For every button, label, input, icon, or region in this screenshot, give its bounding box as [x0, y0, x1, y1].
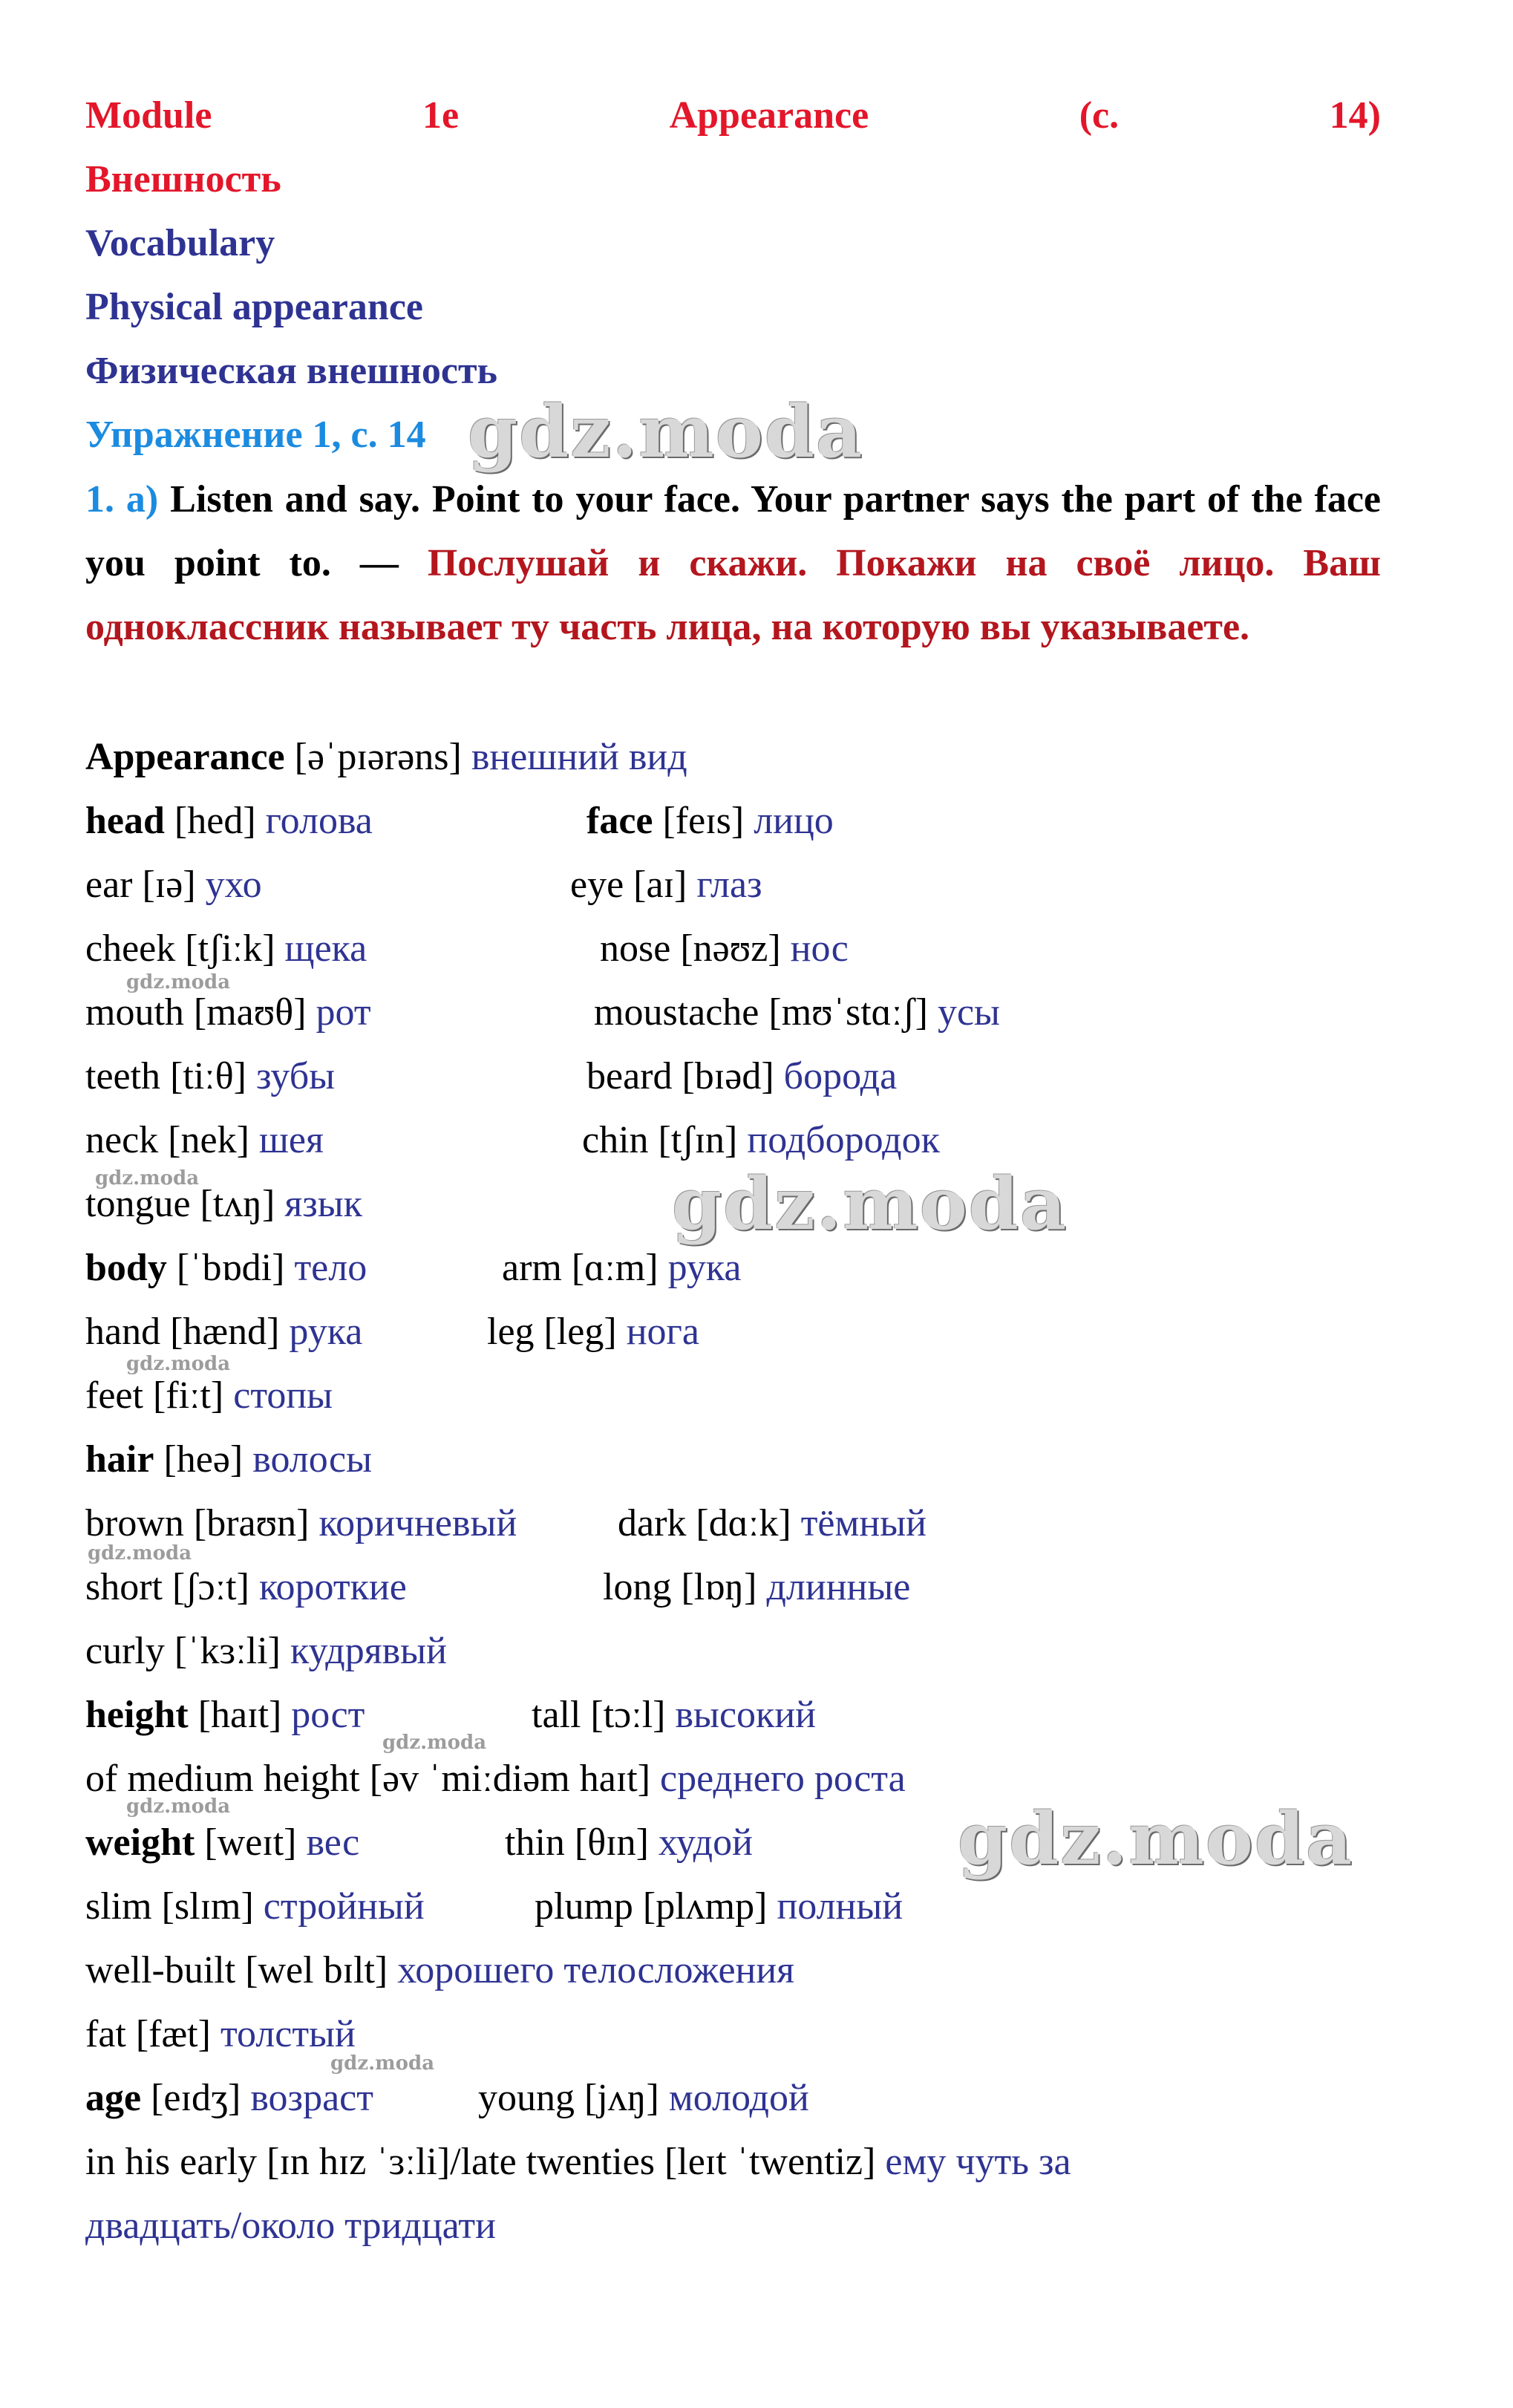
vocab-word: long: [603, 1566, 672, 1608]
watermark: gdz.moda: [88, 1542, 192, 1564]
vocab-word: thin: [505, 1821, 565, 1864]
vocab-transcription: [leg]: [543, 1311, 617, 1353]
vocab-transcription: [dɑːk]: [696, 1502, 791, 1544]
vocab-transcription: [weɪt]: [204, 1821, 297, 1864]
vocab-word: leg: [487, 1311, 535, 1353]
vocab-translation: усы: [937, 991, 1000, 1034]
vocab-word: beard: [586, 1055, 673, 1097]
vocab-transcription: [ɪn hɪz ˈɜːli]/late twenties [leɪt ˈtwentiz]: [267, 2141, 876, 2183]
exercise-label: Упражнение 1, с. 14: [85, 414, 426, 456]
vocab-word: body: [85, 1247, 167, 1289]
vocab-word: plump: [535, 1885, 633, 1928]
vocab-row-col2: [618, 1501, 927, 1546]
vocab-translation: язык: [284, 1183, 363, 1225]
vocab-transcription: [bɪəd]: [682, 1055, 774, 1097]
vocab-row: [85, 799, 373, 844]
module-word: 1e: [422, 94, 460, 137]
module-word: Appearance: [669, 94, 869, 137]
vocab-translation: высокий: [675, 1694, 816, 1736]
vocab-row-col2: [502, 1246, 741, 1291]
vocab-word: tongue: [85, 1183, 191, 1225]
vocab-transcription: [nəʊz]: [680, 927, 781, 970]
vocab-row: [85, 863, 262, 907]
vocab-translation: вес: [306, 1821, 360, 1864]
task-dash: —: [330, 542, 428, 584]
vocab-row: [85, 1821, 359, 1865]
vocab-row: [85, 1246, 367, 1291]
vocab-translation: внешний вид: [471, 736, 687, 778]
watermark: gdz.moda: [672, 1162, 1068, 1246]
vocab-translation: лицо: [754, 800, 834, 842]
vocab-translation: рот: [316, 991, 371, 1034]
vocab-row: [85, 735, 687, 780]
vocab-row-col2: [570, 863, 762, 907]
task-english: Listen and say. Point to your face. Your partner says the part of the face you point to.: [85, 478, 1381, 584]
vocab-word: curly: [85, 1630, 165, 1672]
vocab-translation: борода: [783, 1055, 898, 1097]
vocab-word: head: [85, 800, 165, 842]
vocab-row: [85, 1374, 333, 1418]
vocab-word: short: [85, 1566, 163, 1608]
vocab-word: brown: [85, 1502, 184, 1544]
vocab-translation: ему чуть за: [885, 2141, 1071, 2183]
vocab-word: moustache: [594, 991, 759, 1034]
vocab-transcription: [haɪt]: [197, 1694, 282, 1736]
vocab-row: [85, 1438, 372, 1482]
vocab-translation: длинные: [766, 1566, 911, 1608]
vocab-row: [85, 1629, 447, 1674]
watermark: gdz.moda: [126, 971, 231, 993]
vocab-row: [85, 1118, 324, 1163]
vocab-row-col2: [487, 1310, 699, 1354]
vocab-transcription: [jʌŋ]: [584, 2077, 659, 2119]
vocab-transcription: [tʃiːk]: [185, 927, 275, 970]
vocab-row-continuation: двадцать/около тридцати: [85, 2205, 496, 2247]
vocab-word: nose: [600, 927, 671, 970]
vocab-row: [85, 927, 367, 971]
vocab-row: [85, 991, 371, 1035]
vocab-translation: стройный: [263, 1885, 425, 1928]
vocab-translation: подбородок: [747, 1119, 940, 1161]
vocab-translation: тёмный: [800, 1502, 927, 1544]
vocab-transcription: [heə]: [163, 1438, 244, 1481]
vocab-transcription: [hænd]: [170, 1311, 280, 1353]
vocab-transcription: [tʌŋ]: [200, 1183, 275, 1225]
vocab-word: teeth: [85, 1055, 161, 1097]
vocab-translation: нога: [626, 1311, 699, 1353]
vocab-transcription: [tiːθ]: [170, 1055, 246, 1097]
topic-title-ru: Физическая внешность: [85, 350, 498, 392]
vocab-word: hand: [85, 1311, 161, 1353]
vocab-row-col2: [586, 1054, 897, 1099]
watermark: gdz.moda: [126, 1353, 231, 1375]
vocab-transcription: [ˈbɒdi]: [176, 1247, 285, 1289]
vocab-translation: кудрявый: [290, 1630, 447, 1672]
vocab-word: arm: [502, 1247, 562, 1289]
vocab-word: eye: [570, 864, 624, 906]
module-heading: [85, 94, 1381, 138]
vocab-row: [85, 1054, 335, 1099]
vocab-transcription: [eɪdʒ]: [151, 2077, 241, 2119]
vocab-transcription: [ɪə]: [142, 864, 196, 906]
vocab-word: Appearance: [85, 736, 285, 778]
vocab-translation: стопы: [233, 1374, 333, 1417]
watermark: gdz.moda: [330, 2052, 435, 2075]
vocab-transcription: [əv ˈmiːdiəm haɪt]: [369, 1758, 651, 1800]
vocab-transcription: [ʃɔːt]: [172, 1566, 249, 1608]
vocab-row-col2: [505, 1821, 753, 1865]
watermark: gdz.moda: [468, 390, 864, 474]
watermark: gdz.moda: [958, 1797, 1354, 1881]
vocab-translation: волосы: [252, 1438, 373, 1481]
vocab-translation: рука: [667, 1247, 742, 1289]
vocab-transcription: [θɪn]: [574, 1821, 649, 1864]
vocab-row-col2: [532, 1693, 816, 1738]
vocab-row: [85, 2012, 356, 2057]
module-word: 14): [1329, 94, 1381, 137]
vocab-word: young: [478, 2077, 575, 2119]
section-title: Vocabulary: [85, 222, 275, 264]
watermark: gdz.moda: [126, 1795, 231, 1818]
vocab-transcription: [tʃɪn]: [658, 1119, 738, 1161]
vocab-translation: ухо: [205, 864, 262, 906]
vocab-row: [85, 1310, 362, 1354]
vocab-transcription: [maʊθ]: [193, 991, 307, 1034]
vocab-transcription: [əˈpɪərəns]: [294, 736, 462, 778]
vocab-word: well-built: [85, 1949, 236, 1991]
vocab-translation: коричневый: [318, 1502, 517, 1544]
task-russian: Послушай и скажи. Покажи на своё лицо. Ваш одноклассник называет ту часть лица, на которую вы указываете.: [85, 542, 1382, 648]
vocab-translation: рост: [291, 1694, 365, 1736]
vocab-translation: короткие: [258, 1566, 407, 1608]
vocab-word: feet: [85, 1374, 143, 1417]
vocab-transcription: [wel bɪlt]: [245, 1949, 388, 1991]
vocab-word: face: [586, 800, 653, 842]
vocab-translation: голова: [265, 800, 373, 842]
vocab-translation: среднего роста: [660, 1758, 906, 1800]
vocab-transcription: [plʌmp]: [642, 1885, 768, 1928]
vocab-word: age: [85, 2077, 142, 2119]
vocab-row: [85, 1757, 906, 1801]
vocab-transcription: [mʊˈstɑːʃ]: [768, 991, 928, 1034]
vocab-translation: щека: [284, 927, 367, 970]
vocab-word: chin: [582, 1119, 649, 1161]
vocab-translation: худой: [658, 1821, 753, 1864]
vocab-transcription: [braʊn]: [193, 1502, 310, 1544]
vocab-transcription: [slɪm]: [161, 1885, 254, 1928]
vocab-word: cheek: [85, 927, 176, 970]
vocab-transcription: [fiːt]: [152, 1374, 224, 1417]
vocab-word: of medium height: [85, 1758, 360, 1800]
vocab-translation: тело: [294, 1247, 367, 1289]
vocab-row: [85, 1565, 407, 1610]
watermark: gdz.moda: [382, 1732, 487, 1754]
vocab-translation: шея: [258, 1119, 324, 1161]
vocab-row: [85, 1885, 425, 1929]
vocab-row: [85, 2140, 1071, 2185]
vocab-transcription: [ɑːm]: [571, 1247, 659, 1289]
vocab-word: mouth: [85, 991, 184, 1034]
vocab-translation: нос: [790, 927, 849, 970]
vocab-transcription: [hed]: [174, 800, 256, 842]
vocab-transcription: [lɒŋ]: [681, 1566, 757, 1608]
vocab-word: fat: [85, 2013, 126, 2055]
vocab-word: height: [85, 1694, 189, 1736]
vocab-translation: возраст: [250, 2077, 373, 2119]
vocab-translation: молодой: [668, 2077, 809, 2119]
vocab-word: neck: [85, 1119, 159, 1161]
watermark: gdz.moda: [95, 1167, 200, 1190]
vocab-word: hair: [85, 1438, 154, 1481]
vocab-row-col2: [603, 1565, 910, 1610]
vocab-row-col2: [600, 927, 849, 971]
vocab-translation: рука: [289, 1311, 363, 1353]
vocab-word: ear: [85, 864, 133, 906]
vocab-row-col2: [582, 1118, 940, 1163]
vocab-row: [85, 1948, 794, 1993]
vocab-transcription: [ˈkɜːli]: [174, 1630, 281, 1672]
vocab-transcription: [feɪs]: [662, 800, 745, 842]
vocab-row-col2: [535, 1885, 903, 1929]
task-number: 1. a): [85, 478, 159, 521]
vocab-row-col2: [594, 991, 1000, 1035]
module-word: (с.: [1079, 94, 1120, 137]
vocab-translation: полный: [777, 1885, 903, 1928]
vocab-transcription: [aɪ]: [633, 864, 687, 906]
vocab-transcription: [tɔːl]: [590, 1694, 666, 1736]
vocab-translation: толстый: [220, 2013, 356, 2055]
module-title-ru: Внешность: [85, 158, 281, 200]
task-text: [85, 468, 1381, 659]
vocab-word: dark: [618, 1502, 687, 1544]
vocab-word: weight: [85, 1821, 195, 1864]
vocab-word: in his early: [85, 2141, 258, 2183]
vocab-transcription: [nek]: [168, 1119, 249, 1161]
vocab-translation: зубы: [255, 1055, 336, 1097]
vocab-transcription: [fæt]: [135, 2013, 211, 2055]
vocab-row: [85, 2076, 373, 2121]
vocab-row: [85, 1693, 365, 1738]
vocab-row-col2: [478, 2076, 809, 2121]
module-word: Module: [85, 94, 212, 137]
vocab-row: [85, 1501, 517, 1546]
vocab-translation: хорошего телосложения: [397, 1949, 795, 1991]
vocab-row-col2: [586, 799, 834, 844]
topic-title-en: Physical appearance: [85, 286, 423, 328]
vocab-translation: глаз: [696, 864, 762, 906]
vocab-word: tall: [532, 1694, 581, 1736]
vocab-word: slim: [85, 1885, 152, 1928]
